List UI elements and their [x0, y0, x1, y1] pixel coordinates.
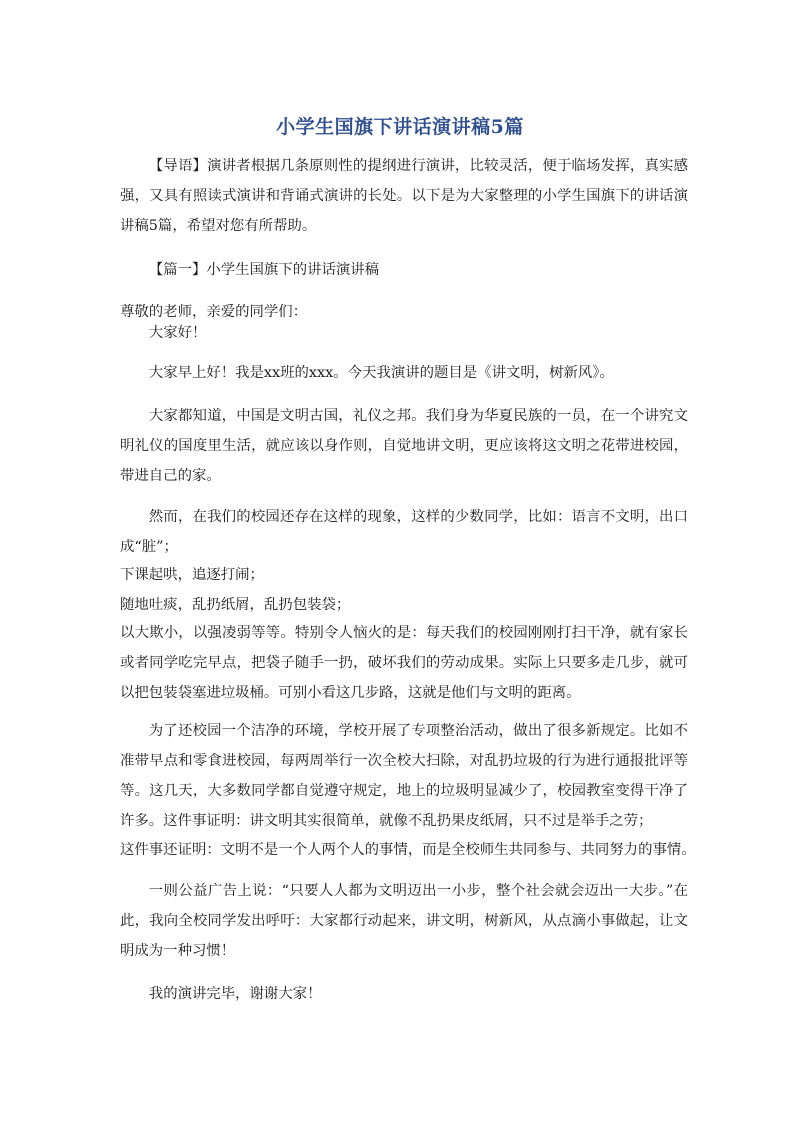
document-title: 小学生国旗下讲话演讲稿5篇: [276, 116, 524, 138]
paragraph: 大家早上好！我是xx班的xxx。今天我演讲的题目是《讲文明，树新风》。: [148, 365, 614, 381]
paragraph: 大家都知道，中国是文明古国，礼仪之邦。我们身为华夏民族的一员，在一个讲究文明礼仪的国度里生活，就应该以身作则，自觉地讲文明，更应该将这文明之花带进校园，带进自己的家。: [120, 408, 688, 484]
paragraph-line: 随地吐痰，乱扔纸屑，乱扔包装袋；: [120, 597, 351, 613]
paragraph: 然而，在我们的校园还存在这样的现象，这样的少数同学，比如：语言不文明，出口成“脏”；: [120, 509, 688, 555]
paragraph-line: 下课起哄，追逐打闹；: [120, 567, 264, 583]
greeting: 大家好！: [148, 325, 207, 341]
section-heading: 【篇一】小学生国旗下的讲话演讲稿: [148, 262, 380, 278]
paragraph: 一则公益广告上说：“只要人人都为文明迈出一小步，整个社会就会迈出一大步。”在此，我向全校同学发出呼吁：大家都行动起来，讲文明，树新风，从点滴小事做起，让文明成为一种习惯！: [120, 883, 688, 959]
paragraph-line: 这件事还证明：文明不是一个人两个人的事情，而是全校师生共同参与、共同努力的事情。: [120, 842, 696, 858]
paragraph: 以大欺小，以强凌弱等等。特别令人恼火的是：每天我们的校园刚刚打扫干净，就有家长或者同学吃完早点，把袋子随手一扔，破坏我们的劳动成果。实际上只要多走几步，就可以把包装袋塞进垃圾桶。可别小看这几步路，这就是他们与文明的距离。: [120, 625, 688, 701]
salutation: 尊敬的老师，亲爱的同学们：: [120, 304, 308, 320]
closing-line: 我的演讲完毕，谢谢大家！: [148, 986, 322, 1002]
intro-paragraph: 【导语】演讲者根据几条原则性的提纲进行演讲，比较灵活，便于临场发挥，真实感强，又具有照读式演讲和背诵式演讲的长处。以下是为大家整理的小学生国旗下的讲话演讲稿5篇，希望对您有所帮助。: [120, 158, 688, 234]
paragraph: 为了还校园一个洁净的环境，学校开展了专项整治活动，做出了很多新规定。比如不准带早点和零食进校园，每两周举行一次全校大扫除，对乱扔垃圾的行为进行通报批评等等。这几天，大多数同学都自觉遵守规定，地上的垃圾明显减少了，校园教室变得干净了许多。这件事证明：讲文明其实很简单，就像不乱扔果皮纸屑，只不过是举手之劳；: [120, 723, 688, 829]
